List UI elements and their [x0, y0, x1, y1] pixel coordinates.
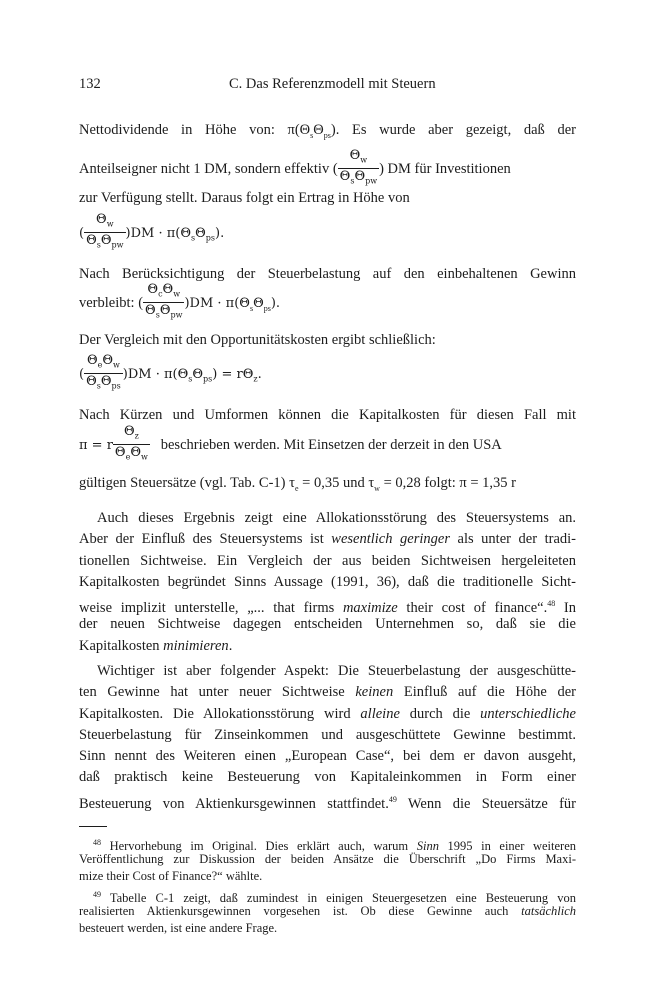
formula-1: ( $\frac{\Theta_w}{\Theta_s\Theta_{pw}}$ )$DM \cdot \pi(\Theta_s\Theta_{ps})$. [79, 212, 225, 250]
footnote-48: $^{48}$ Hervorhebung im Original. Dies erklärt auch, warum Sinn 1995 in einer weiteren Veröffentlichung zur Diskussion der beiden Ansätze die Überschrift „Do Firms Maxi- mize their Cost of Finance?“ wählte. [79, 838, 576, 883]
paragraph-1: Auch dieses Ergebnis zeigt eine Allokationsstörung des Steuersystems an. Aber der Einfluß des Steuersystems ist wesentlich geringer als unter der tradi- tionellen Sichtweise. Ein Vergleich der aus beiden Sichtweisen hergeleiteten Kapitalkosten begründet Sinns Aussage (1991, 36), daß die traditionelle Sicht- weise implizit unterstelle, „... that firms maximize their cost of finance“.$^{48}$ In der neuen Sichtweise dagegen entscheiden Unternehmen so, daß sie die Kapitalkosten minimieren. [79, 510, 576, 654]
paragraph-2: Wichtiger ist aber folgender Aspekt: Die Steuerbelastung der ausgeschütte- ten Gewinne hat unter neuer Sichtweise keinen Einfluß auf die Höhe der Kapitalkosten. Die Allokationsstörung wird alleine durch die unterschiedliche Steuerbelastung für Zinseinkommen und ausgeschüttete Gewinne bestimmt. Sinn nennt des Weiteren einen „European Case“, bei dem er davon ausgeht, daß praktisch keine Besteuerung von Kapitaleinkommen in Form einer Besteuerung von Aktienkursgewinnen stattfindet.$^{49}$ Wenn die Steuersätze für [79, 663, 576, 812]
formula-2: verbleibt: ( $\frac{\Theta_c\Theta_w}{\Theta_s\Theta_{pw}}$ )$DM \cdot \pi(\Theta_s\Theta_{ps})$. [79, 282, 281, 320]
footnote-ref-48: 48 [547, 599, 556, 609]
formula-pi: π = r $\frac{\Theta_z}{\Theta_e\Theta_w}$ beschrieben werden. Mit Einsetzen der derzeit in den USA [79, 424, 502, 462]
running-title: C. Das Referenzmodell mit Steuern [229, 76, 436, 92]
footnote-ref-49: 49 [388, 794, 397, 804]
formula-3: ( $\frac{\Theta_e\Theta_w}{\Theta_s\Theta_{ps}}$ )$DM \cdot \pi(\Theta_s\Theta_{ps}) = r\Theta_z$. [79, 353, 262, 391]
page-number: 132 [79, 76, 101, 92]
fraction-theta-w: $\frac{\Theta_w}{\Theta_s\Theta_{pw}}$ [339, 148, 378, 186]
text-line-4: Nach Berücksichtigung der Steuerbelastung auf den einbehaltenen Gewinn [79, 266, 576, 282]
text-line-6: Der Vergleich mit den Opportunitätskosten ergibt schließlich: [79, 332, 436, 348]
text-line-1: Nettodividende in Höhe von: $\pi(\Theta_s\Theta_{ps})$. Es wurde aber gezeigt, daß der [79, 122, 576, 140]
footnote-separator [79, 826, 107, 827]
text-line-2: Anteilseigner nicht 1 DM, sondern effektiv ( $\frac{\Theta_w}{\Theta_s\Theta_{pw}}$ ) DM für Investitionen [79, 150, 576, 189]
text-line-3: zur Verfügung stellt. Daraus folgt ein Ertrag in Höhe von [79, 190, 410, 206]
footnote-49: $^{49}$ Tabelle C-1 zeigt, daß zumindest in einigen Steuergesetzen eine Besteuerung von realisierten Aktienkursgewinnen vorgesehen ist. Ob diese Gewinne auch tatsächlich besteuert werden, ist eine andere Frage. [79, 890, 576, 935]
text-line-9: gültigen Steuersätze (vgl. Tab. C-1) $\tau_e = 0,35$ und $\tau_w = 0,28$ folgt: π = 1,35 r [79, 475, 516, 493]
text-line-7: Nach Kürzen und Umformen können die Kapitalkosten für diesen Fall mit [79, 407, 576, 423]
